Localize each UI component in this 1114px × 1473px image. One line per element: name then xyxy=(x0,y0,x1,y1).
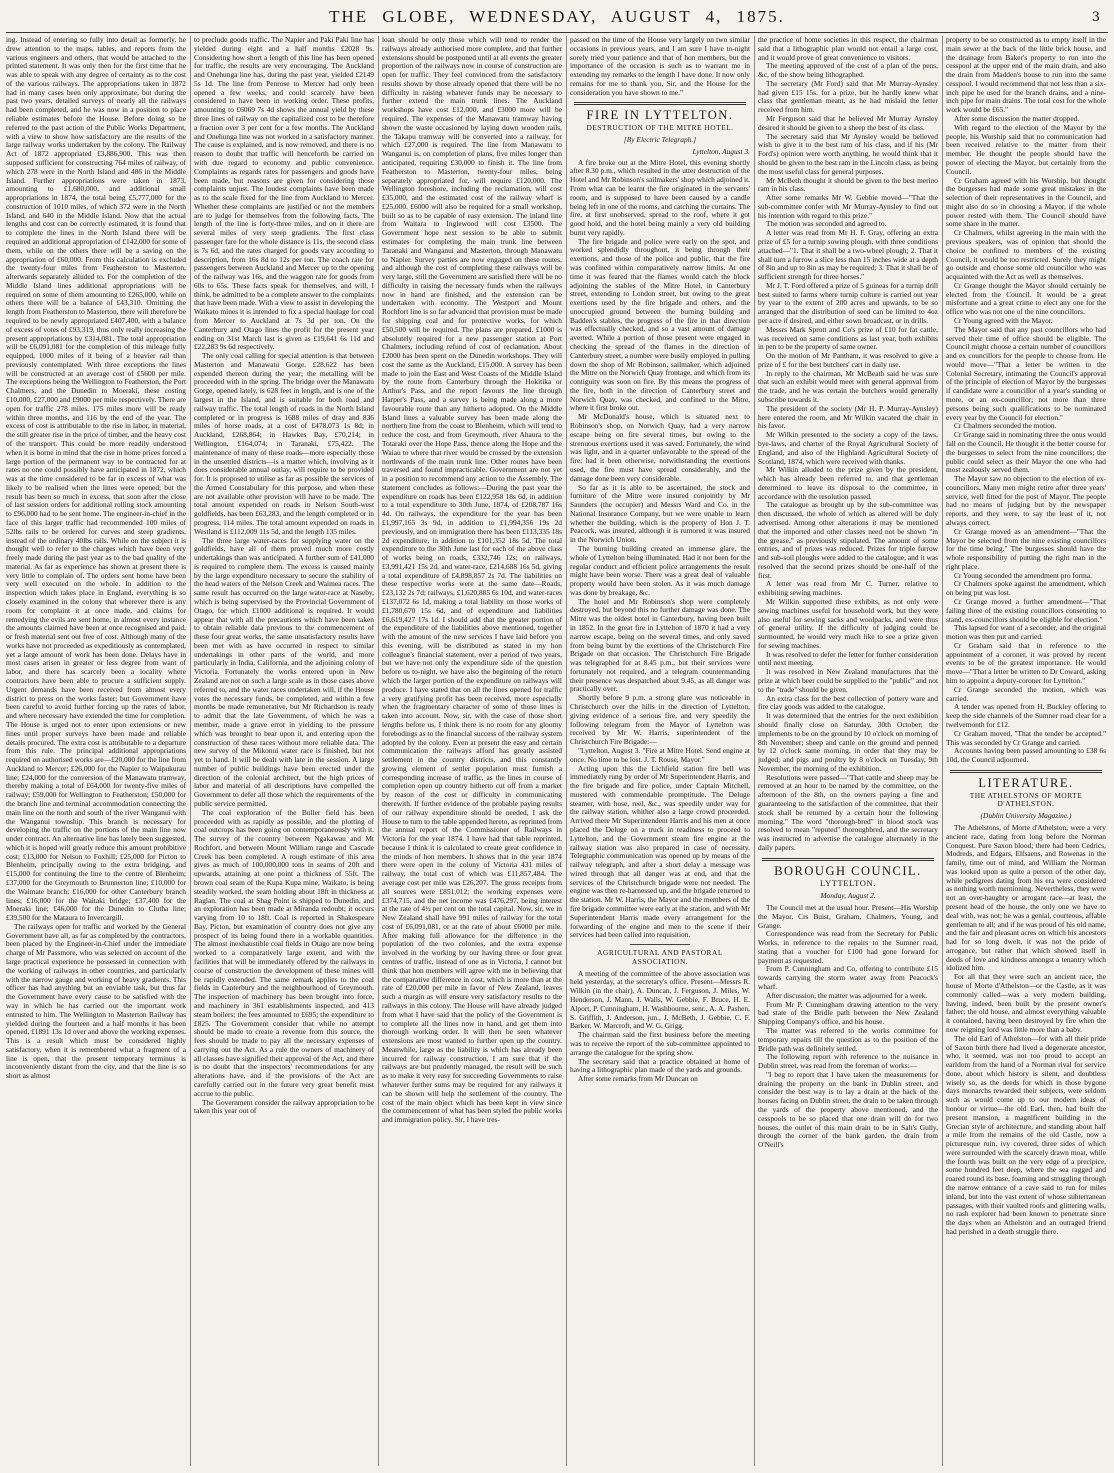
article-paragraph: The chairman said the first business before the meeting was to receive the report of the sub-committee appointed to arrange the catalogue for the spring show. xyxy=(570,1030,750,1057)
newspaper-columns xyxy=(6,36,1108,1468)
article-paragraph: Mr Wilkin supported these exhibits, as not only were sewing machines useful for household work, but they were also useful for sewing sacks and woolpacks, and were thus of general utility. If the difficulty of judging could be surmounted, he would very much like to see a prize given for sewing machines. xyxy=(758,597,938,650)
article-paragraph: The catalogue as brought up by the sub-committee was then discussed, the whole of which as altered will be duly advertised. Among other alterations it may be mentioned that the imported and other classes need not be shown "in the grease," as previously stipulated. The amount of some entries, and of prizes was reduced. Prizes for triple furrow and sub-soil ploughs were added to the catalogue, and it was resolved that the second prizes should be one-half of the first. xyxy=(758,500,938,580)
fire-subheadline: DESTRUCTION OF THE MITRE HOTEL. xyxy=(586,123,734,133)
article-paragraph: Cr Chalmers spoke against the amendment, which on being put was lost. xyxy=(946,579,1106,598)
article-paragraph: The Athelstons, of Morte d'Athelston, were a very ancient race, dating from long before the Norman Conquest. Pure Saxon blood; there had been Cedrics, Modreds, and Edgars, Elfsaens, and Rowenas in the family, time out of mind, and William the Norman was looked upon as quite a person of the other day, while pedigrees dating from his era were considered as nothing worth mentioning. Nevertheless, they were not an over-haughty or arrogant race—at least, the present head of the house, the only one we have to deal with, was not; he was a genial, courteous, affable gentleman to all; and if he was proud of his old name, and the fair and pleasant acres on which his ancestors had for so long dwelt, it was not the pride of arrogance, but rather that which showed itself in deeds of love and kindness amongst a tenantry which idolized him. xyxy=(946,822,1106,973)
article-paragraph: Cr Grange moved a further amendment—"That failing three of the existing councillors consenting to stand, ex-councillors should be eligible for election." xyxy=(946,597,1106,624)
section-divider xyxy=(762,858,934,861)
article-paragraph: With regard to the election of the Mayor by the people, his Worship said that no communication had been received relative to the matter from their member. He thought the people should have the power of electing the Mayor, but certainly from the Council. xyxy=(946,122,1106,176)
article-paragraph: Mr McDonald's house, which is situated next to Robinson's shop, on Norwich Quay, had a very narrow escape being on fire several times, but owing to the strenuous exertions used it was saved. Fortunately, the wind was light, and in a quarter unfavorable to the spread of the fire; had it been otherwise, notwithstanding the exertions used, the fire must have spread considerably, and the damage done been very considerable. xyxy=(570,412,750,483)
article-paragraph: "I beg to report that I have taken the measurements for draining the property on the bank in Dublin street, and consider the best way is to lay a drain at the back of the houses facing on Dublin street, the drain to be taken through the yards of the property above mentioned, and the cesspools to be so placed that one drain will do for two houses, the outlet of this main drain to be in Salt's Gully, through the corner of the bank garden, the drain from O'Neill's xyxy=(758,1069,938,1150)
article-paragraph: Accounts having been passed amounting to £38 6s 10d, the Council adjourned. xyxy=(946,746,1106,765)
article-paragraph: The meeting approved of the cost of a plan of the pens, &c, of the show being lithographed. xyxy=(758,61,938,80)
article-paragraph: So far as it is able to be ascertained, the stock and furniture of the Mitre were insured conjointly by Mr Saunders (the occupier) and Messrs Ward and Co. in the National Insurance Company, but we were unable to learn whether the building, which is the property of Hon J. T. Peacock, was insured, although it is rumored it was insured in the Norwich Union. xyxy=(570,482,750,545)
article-paragraph: The Mayor said that any past councillors who had served their time of office should be eligible. The Council might choose a certain number of councillors and ex councillors for the people to choose from. He would move—"That a letter be written to the Colonial Secretary, intimating the Council's approval of the principle of election of Mayor by the burgesses if candidate were a councillor of a year's standing or more, or an ex-councillor; not more than three persons being such qualifications to be nominated every year by the Council for election." xyxy=(946,324,1106,422)
article-paragraph: On the motion of Mr Pantham, it was resolved to give a prize of £ for the best butchers' cart in daily use. xyxy=(758,351,938,369)
article-paragraph: The matter was referred to the works committee for temporary repairs till the question as to the position of the Bridle path was definitely settled. xyxy=(758,1025,938,1053)
article-paragraph: After some remarks from Mr Duncan on xyxy=(578,1074,698,1084)
article-paragraph: The only coal calling for special attention is that between Masterton and Manawatu Gorge. £28,622 has been expended thereon during the year; the metalling will be proceeded with in the spring. The bridge over the Manawatu Gorge, opened lately, is 628 feet in length, and is one of the largest in the Island, and is suitable for both road and railway traffic. The total length of roads in the North Island completed or in progress is 1688 miles of dray and 836 miles of horse roads, at a cost of £478,073 1s 8d; in Auckland, £268,864; in Hawkes Bay, £70,214; in Wellington, £164,074; in Taranaki, £75,422. The maintenance of many of these roads—more especially those in the unsettled districts—is a matter which, involving as it does considerable annual outlay, will require to be provided for. It is proposed to utilise as far as possible the services of the Armed Constabulary for this purpose, and when these are not available other provision will have to be made. The total amount expended on roads in Nelson South-west goldfields, has been £63,283, and the length completed or in progress, 114 miles. The total amount expended on roads in Westland is £112,009 11s 5d, and the length 135 miles. xyxy=(194,351,374,536)
article-paragraph: The Government consider the railway appropriation to be taken this year out of xyxy=(194,1097,374,1116)
article-paragraph: passed on the time of the House very largely on two similar occasions in previous years, and I am sure I have to-night sorely tried your patience and that of hon members, but the importance of the occasion is such as to warrant me in extending my remarks to the length I have done. It now only remains for me to thank you, Sir, and the House for the consideration you have shown to me." xyxy=(570,36,750,97)
fire-dateline: Lyttelton, August 3. xyxy=(692,146,750,156)
column-divider xyxy=(378,36,379,1466)
column-2 xyxy=(194,36,374,1466)
article-paragraph: For all that they were such an ancient race, the house of Morte d'Athelston—or the Castle, as it was commonly called—was a very modern building, having, indeed, been built by the present owner's father; the old house, and almost everything valuable it contained, having been destroyed by fire when the now reigning lord was little more than a baby. xyxy=(946,972,1106,1034)
story-source: (Dublin University Magazine.) xyxy=(980,811,1072,821)
article-paragraph: The secretary (Mr Ford) said that Mr Murray-Aynsley had given £15 15s. for a prize, but he hardly knew what class that gentleman meant, as he had mislaid the letter received from him. xyxy=(758,78,938,115)
article-paragraph: Mr Wilkin presented to the society a copy of the laws, bye-laws, and charter of the Royal Agricultural Society of England, and also of the Highland Agricultural Society of Scotland, 1874, which were received with thanks. xyxy=(758,430,938,466)
article-paragraph: After some remarks Mr W. Gebbie moved—"That the sub-committee confer with Mr Murray-Aynsley to find out his intention with regard to this prize." xyxy=(758,193,938,220)
article-paragraph: Mr McBeth thought it should be given to the best merino ram in his class. xyxy=(758,175,938,194)
telegram-quote: "Lyttelton, August 3. "Fire at Mitre Hotel. Send engine at once. No time to be lost. J. T. Rouse, Mayor." xyxy=(570,745,750,764)
article-paragraph: Mr Wilkin alluded to the prize given by the president, which has already been referred to, and that gentleman determined to leave its disposal to the committee, in accordance with the resolution passed. xyxy=(758,465,938,501)
article-paragraph: Cr Grange said in nominating three the onus would fall on the Council. He thought it the better course for the burgesses to select from the nine councillors; the public could select as their Mayor the one who had most zealously served them. xyxy=(946,430,1106,475)
borough-council-subheadline: LYTTELTON. xyxy=(820,878,876,889)
fire-headline: FIRE IN LYTTELTON. xyxy=(586,108,734,123)
article-paragraph: Cr Grange moved as an amendment—"That the Mayor be selected from the nine existing councillors for the time being." The burgesses should have the whole responsibility of putting the right man in the right place. xyxy=(946,526,1106,571)
article-paragraph: The president of the society (Mr H. P. Murray-Aynsley) here entered the room, and Mr Wilkin vacated the chair in his favor. xyxy=(758,403,938,431)
article-paragraph: From Mr P. Cunningham drawing attention to the very bad state of the Bridle path between the New Zealand Shipping Company's office, and his house. xyxy=(758,999,938,1027)
column-3 xyxy=(382,36,562,1466)
article-paragraph: A letter was read from Mr H. F. Gray, offering an extra prize of £5 for a turnip sowing plough, with three conditions attached—"1. That it shall be a two-wheel plough; 2. That it shall turn a furrow a slice less than 15 inches wide at a depth of 8in and up to 8in as may be required; 3. That it shall be of sufficient strength for three horses." xyxy=(758,228,938,282)
article-paragraph: Cr Grange thought the Mayor should certainly be elected from the Council. It would be a great misfortune and a great crime to elect any one for the office who was not one of the nine councillors. xyxy=(946,280,1106,317)
article-paragraph: Correspondence was read from the Secretary for Public Works, in reference to the repairs to the Sumner road, stating that a voucher for £100 had gone forward for payment as requested. xyxy=(758,929,938,965)
article-paragraph: The following report with reference to the nuisance in Dublin street, was read from the foreman of works:— xyxy=(758,1052,938,1071)
article-paragraph: The three large water-races for supplying water on the goldfields, have all of them proved much more costly undertakings than was anticipated. A further sum of £41,000 is required to complete them. The excess is caused mainly by the large expenditure necessary to secure the stability of the head waters of the Nelson Creek and Waimea races. The same result has occurred on the large water-race at Naseby, which is being supervised by the Provincial Government of Otago, for which £1000 additional is required. It would appear that with all the precautions which have been taken to obtain reliable data previous to the commencement of these four great works, the same unsatisfactory results have been met with as have occurred in respect to similar undertakings in other parts of the world, and more particularly in India, California, and the adjoining colony of Victoria. Fortunately the works entered upon in New Zealand are not on such a large scale as in those cases above referred to, and the water races undertaken will, if the House votes the necessary funds, be completed, and within a few months be made remunerative, but Mr Richardson is ready to admit that the late Government, of which he was a member, made a grave error in yielding to the pressure which was brought to bear upon it, and entering upon the construction of these races without more reliable data. The new survey of the Mikonui water race is finished, but not yet to hand. It will be dealt with late in the session. A large number of public buildings have been erected under the direction of the colonial architect, but the high prices of labor and material of all descriptions have compelled the Government to defer all those which the requirements of the public service permitted. xyxy=(194,535,374,808)
article-paragraph: The old Earl of Athelston—for with all their pride of Saxon birth there had lived a degenerate ancestor, who, it seemed, was not too proud to accept an earldom from the hand of a Norman rival for service done, about which history is silent, and doubtless wisely so, as the deeds for which in those bygone days monarchs rewarded their subjects, were seldom such as would come up to our modern ideas of honour or virtue—the old Earl, then, had built the present mansion, a magnificent building in the Grecian style of architecture, and standing about half a mile from the remains of the old Castle, now a picturesque ruin, ivy covered, three sides of which were surrounded with the scarcely drawn moat, while the fourth was built on the very edge of a precipice, some hundred feet deep, where the sea ragged and roared round its base, foaming and struggling through the narrow entrance of a cave said to run for miles inland, but into the vast extent of whose subterranean passages, with their vaulted roofs and glittering walls, no rash explorer had been known to penetrate since the days when an Athelston and an outraged friend had perished in a death struggle there. xyxy=(946,1033,1106,1236)
article-paragraph: Acting upon this the Lichfield station fire bell was immediately rung by order of Mr Superintendent Harris, and the fire brigade and fire police, under Captain Mitchell, mustered with commendable promptitude. The Deluge steamer, with hose, reel, &c., was speedily under way for the railway station, whither also a large crowd proceeded. Arrived there Mr Superintendent Harris and his men at once placed the Deluge on a truck in readiness to proceed to Lyttelton, and the Government steam fire engine at the railway station was also prepared in case of necessity. Telegraphic communication was opened up by means of the railway telegraph, and after a short delay a message was wired through that all danger was at end, and that the services of the Christchurch brigade were not needed. The engine was then re-harnessed up, and the brigade returned to the station. Mr W. Harris, the Mayor and the members of the fire brigade committee were early at the station, and with Mr Superintendent Harris made every arrangement for the forwarding of the engine and men to the scene if their services had been called into requisition. xyxy=(570,763,750,940)
article-paragraph: It was determined that the entries for the next exhibition should finally close on Saturday, 30th October; the implements to be on the ground by 10 o'clock on morning of 8th November; sheep and cattle on the ground and penned by 12 o'clock same morning, in order that they may be judged; and pigs and poultry by 8 o'clock on Tuesday, 9th November, the morning of the exhibition. xyxy=(758,711,938,773)
article-paragraph: The secretary said that Mr Aynsley would be believed wish to give it to the best ram of his class, and if his (Mr Ford's) opinion were worth anything, he would think that it should be given to the best ram in the Lincoln class, as being the most useful class for general purposes. xyxy=(758,131,938,176)
article-paragraph: property to be so constructed as to empty itself in the main sewer at the back of the little brick house, and the drainage from Baker's property to run into the cesspool at the upper end of the main drain, and also the drain from Madden's house to run into the same cesspool. I would recommend that not less than a six-inch pipe be used for the branch drains, and a nine-inch pipe for main drains. The total cost for the whole work would be £65." xyxy=(946,36,1106,115)
article-paragraph: Resolutions were passed—"That cattle and sheep may be removed at an hour to be named by the committee, on the afternoon of the 8th, on the owners paying a fine and guaranteeing to the satisfaction of the committee, that their stock shall be returned by a certain hour the following morning." The word "thorough-bred" in blood stock was resolved to mean "reputed" thoroughbred, and the secretary was instructed to advertise the catalogue alternately in the daily papers. xyxy=(758,772,938,852)
article-paragraph: A tender was opened from H. Buckley offering to keep the side channels of the Sumner road clear for a twelvemonth for £12. xyxy=(946,702,1106,729)
newspaper-title: THE GLOBE, WEDNESDAY, AUGUST 4, 1875. xyxy=(329,7,785,26)
article-paragraph: It was resolved to defer the letter for further consideration until next meeting. xyxy=(758,649,938,668)
article-paragraph: The fire brigade and police were early on the spot, and worked splendidly throughout, it being through their exertions, and those of the police and public, that the fire was confined within comparatively narrow limits. At one time it was feared that the flames would catch the block adjoining the stables of the Mitre Hotel, in Canterbury street, extending to London street, but owing to the great exertions used by the fire brigade and others, and the unoccupied ground between the burning building and Badden's stables, the progress of the fire in that direction was effectually checked, and so a vast amount of damage averted. While a portion of those present were engaged in checking the spread of the flames in the direction of Canterbury street, a number were busily employed in pulling down the shop of Mr Robinson, sailmaker, which adjoined the Mitre on the Norwich Quay frontage, and which from its contiguity was soon on fire. By this means the progress of the fire, both in the direction of Canterbury street and Norwich Quay, was checked, and confined to the Mitre, where it first broke out. xyxy=(570,236,750,413)
telegraph-byline: [By Electric Telegraph.] xyxy=(623,135,697,145)
article-paragraph: The motion was seconded and agreed to. xyxy=(766,219,887,229)
article-paragraph: Shortly before 9 p.m. a strong glare was noticeable in Christchurch over the hills in the direction of Lyttelton, giving evidence of a serious fire, and very speedily the following telegram from the Mayor of Lyttelton was received by Mr W. Harris, superintendent of the Christchurch Fire Brigade:— xyxy=(570,693,750,747)
article-paragraph: In reply to the chairman, Mr McBeath said he was sure that such an exhibit would meet with general approval from the trade, and he was certain the butchers would generally subscribe towards it. xyxy=(758,368,938,405)
article-paragraph: After some discussion the matter dropped. xyxy=(954,114,1080,124)
article-paragraph: From P. Cunningham and Co, offering to contribute £15 towards carrying the storm water away from Peacock's wharf. xyxy=(758,964,938,992)
article-paragraph: Messrs Mark Sprott and Co's prize of £10 for fat cattle, was received on same conditions as last year, both exhibits in pen to be the property of same owner. xyxy=(758,324,938,352)
article-paragraph: to preclude goods traffic. The Napier and Paki Paki line has yielded during eight and a half months £2028 9s. Considering how short a length of this line has been opened for traffic, the results are very encouraging. The Auckland and Onehunga line has, during the past year, yielded £2149 5s 1d. The line from Penrose to Mercer had only been opened a few weeks, and could scarcely have been considered to have been in working order. These profits, amounting to £6069 7s 4d shows the annual yield by these three lines of railway on the capitalized cost to be therefore a fraction over 3 per cent for a few months. The Auckland and Onehunga line was not worked in a satisfactory manner. The cause is explained, and is now removed, and there is no reason to doubt that traffic will henceforth be carried on with due regard to economy and public convenience. Complaints as regards rates for passengers and goods have been made, but reasons are given for considering those complaints unjust. The loudest complaints have been made as to the scale fixed for the line from Auckland to Mercer. Whether these complaints are justified or not the members are to judge for themselves from the following facts. The length of the line is forty-three miles, and on it there are several miles of very steep gradients. The first class passenger fare for the whole distance is 11s, the second class is 7s 6d, and the rates charged for goods vary according to description, from 16s 8d to 12s per ton. The coach rate for passengers between Auckland and Mercer up to the opening of the railway was 16s, and the waggon rate for goods from 60s to 65s. These facts speak for themselves, and will, I think, be admitted to be a complete answer to the complaints that have been made. With a view to assist in developing the Waikato mines it is intended to fix a special haulage for coal from Mercer to Auckland at 7s 3d per ton. On the Canterbury and Otago lines the profit for the present year ending on 31st March last is given as £19,641 6s 11d and £22,283 9s 6d respectively. xyxy=(194,36,374,352)
article-paragraph: the practice of home societies in this respect, the chairman said that a lithographic plan would not entail a large cost, and it would prove of great convenience to visitors. xyxy=(758,36,938,62)
article-paragraph: Cr Graham agreed with his Worship, but thought the burgesses had made some great mistakes in the selection of their representatives in the Council, and might also do so in choosing a Mayor, if the whole power rested with them. The Council should have some share in the matter. xyxy=(946,175,1106,229)
column-divider xyxy=(942,36,943,1466)
article-paragraph: The hotel and Mr Robinson's shop were completely destroyed, but beyond this no further damage was done. The Mitre was the oldest hotel in Canterbury, having been built in 1852. In the great fire in Lyttelton of 1870 it had a very narrow escape, being on the several times, and only saved from being burnt by the exertions of the Christchurch Fire Brigade on that occasion. The Christchurch Fire Brigade was telegraphed for at 8.45 p.m., but their services were fortunately not required, and a telegram countermanding their presence was despatched about 9.45, as all danger was practically over. xyxy=(570,596,750,694)
article-paragraph: This lapsed for want of a seconder, and the original motion was then put and carried. xyxy=(946,623,1106,642)
article-paragraph: Cr Graham moved, "That the tender be accepted." This was seconded by Cr Grange and carried. xyxy=(946,728,1106,747)
article-paragraph: A meeting of the committee of the above association was held yesterday, at the secretary's office. Present—Messrs R. Wilkin (in the chair), A. Duncan, J. Ferguson, J. Miles, W. Henderson, J. Mann, J. Walls, W. Gebbie, F. Bruce, H. E. Alport, P. Cunningham, H. Washbourne, senr., A. A. Pashen, S. Griffith, J. Anderson, jun., J. McBeth, J. Gebbie, C. F. Barker, W. Marcroft, and W. G. Grigg. xyxy=(570,968,750,1031)
article-paragraph: Cr Graham said that in reference to the appointment of a coroner, it was proved by recent events to be of the greatest importance. He would move—"That a letter be written to Dr Coward, asking him to appoint a deputy-coroner for Lyttelton." xyxy=(946,640,1106,686)
section-divider xyxy=(574,102,746,105)
article-paragraph: A fire broke out at the Mitre Hotel, this evening shortly after 8.30 p.m., which resulted in the utter destruction of the Hotel and Mr Robinson's sailmakers' shop which adjoined it. From what can be learnt the fire originated in the servants' room, and is supposed to have been caused by a candle being left in one of the rooms, and catching the curtains. The fire, at first unobserved, spread to the roof, where it got good hold, and the hotel being mainly a very old building burnt very rapidly. xyxy=(570,157,750,237)
article-paragraph: The railways open for traffic and worked by the General Government have all, as far as completed by the contractors, been placed by the Engineer-in-Chief under the immediate charge of Mr Passmore, who was selected on account of the large practical experience he possessed in connection with the working of railways in other countries, and particularly with the narrow gauge and working of heavy gradients. This officer has had anything but an enviable task, but thus far the Government have every cause to be satisfied with the way in which he has carried out the important work entrusted to him. The Wellington to Masterton Railway has yielded during the fourteen and a half months it has been opened, £1891 13s 1d over and above the working expenses. This is a result which must be considered highly satisfactory, when it is remembered what a fragment of a line is open, that the present temporary terminus is inconveniently distant from the city, and that the line is so short as almost xyxy=(6,921,186,1081)
article-paragraph: The secretary said that a practice obtained at home of having a lithographic plan made of the yards and grounds. xyxy=(570,1056,750,1075)
article-paragraph: The coal exploration of the Buller field has been proceeded with as rapidly as possible, and the plotting of coal outcrops has been going on contemporaneously with it. The survey of the country between Ngakawau and Mt Rochfort, and between Mount William range and Cascade Creek has been completed. A rough estimate of this area gives as much of 100,000,000 tons in seams of 20ft and upwards, attaining at one point a thickness of 55ft. The brown coal seam of the Kupa Kupa mine, Waikato, is being steadily worked, the seam holding about 18ft in thickness at Raglan. The coal at Shag Point is shipped to Dunedin, and an exploration has been made at Miranda redoubt; it occurs varying from 10 to 18ft. Coal is reported in Shakespeare Bay, Picton, but examination of country does not give any prospect of its being found there in a workable quantities. The almost inexhaustible coal fields in Otago are now being worked to a comparatively large extent, and with the facilities that will be immediately offered by the railways in course of construction the development of these mines will be rapidly extended. The same remark applies to the coal fields in Canterbury and the neighbourhood of Greymouth. The inspection of machinery has been brought into force, and machinery in 361 establishments inspected, and 413 steam boilers; the fees amounted to £695; the expenditure to £825. The Government consider that while no attempt should be made to create a revenue from this source, the fees should be made to pay all the necessary expenses of carrying out the Act. As a rule the owners of machinery of all classes have signified their approval of the Act, and there is no doubt that the inspectors' recommendations for any alterations have, and if the provisions of the Act are carefully carried out in the future very great benefit must accrue to the public. xyxy=(194,807,374,1098)
article-paragraph: Cr Young agreed with the Mayor. xyxy=(954,316,1053,325)
column-divider xyxy=(754,36,755,1466)
section-divider xyxy=(950,770,1102,773)
article-paragraph: Cr Chalmers seconded the motion. xyxy=(954,421,1057,431)
column-4 xyxy=(570,36,750,1466)
article-paragraph: The Council met at the usual hour. Present—His Worship the Mayor, Crs Buist, Graham, Chalmers, Young, and Grange. xyxy=(758,903,938,930)
column-1 xyxy=(6,36,186,1466)
article-paragraph: An extra class for the best collection of pottery ware and fire clay goods was added to the catalogue. xyxy=(758,693,938,712)
masthead xyxy=(0,0,1114,34)
article-paragraph: It was resolved in New Zealand manufactures that the prize at which beer could be supplied to the "public" and not to the "trade" should be given. xyxy=(758,667,938,694)
column-divider xyxy=(190,36,191,1466)
article-paragraph: The Mayor saw no objection to the election of ex-councillors. Many men might retire after three years' service, well fitted for the post of Mayor. The people had no means of judging but by the newspaper reports, and they were, to say the least of it, not always correct. xyxy=(946,474,1106,527)
borough-dateline: Monday, August 2. xyxy=(820,891,876,901)
article-paragraph: After discussion, the matter was adjourned for a week. xyxy=(766,990,928,1000)
literature-headline: LITERATURE. xyxy=(978,775,1074,790)
agri-headline: AGRICULTURAL AND PASTORAL ASSOCIATION. xyxy=(597,948,723,966)
column-5 xyxy=(758,36,938,1466)
page-number: 3 xyxy=(1091,10,1100,25)
borough-council-headline: BOROUGH COUNCIL. xyxy=(774,863,922,878)
masthead-rule xyxy=(6,32,1108,33)
section-divider xyxy=(630,944,690,945)
article-paragraph: Mr Ferguson said that he believed Mr Murray Aynsley desired it should be given to a sheep the best of its class. xyxy=(758,114,938,132)
article-paragraph: A letter was read from Mr C. Turner, relative to exhibiting sewing machines. xyxy=(758,579,938,598)
article-paragraph: Cr Chalmers, whilst agreeing in the main with the previous speakers, was of opinion that should the choice be confined to members of the existing Council, it would be too restricted. Surely they might go outside and choose some old councillor who was acquainted with the Act as well as themselves. xyxy=(946,228,1106,282)
article-paragraph: Cr Grange seconded the motion, which was carried. xyxy=(946,684,1106,703)
article-paragraph: The burning building created an immense glare, the whole of Lyttelton being illuminated. Had it not been for the regular conduct and efficient police arrangements the result might have been worse. There was a great deal of valuable property would have been stolen. As it was much damage was done by breakage, &c. xyxy=(570,543,750,597)
article-paragraph: loan should be only those which will tend to render the railways already authorised more complete, and that further extensions should be postponed until at all events the greater proportion of the railways now in course of construction are open for traffic. They feel convinced from the satisfactory results shown by those already opened that there will be no difficulty in raising whatever funds may be necessary to further extend the main trunk lines. The Auckland workshops have cost £12,000, and £3000 more will be required. The expenses of the Manawatu tramway having shown the waste occasioned by laying down wooden rails, the Takapu tramway will be converted into a railway, for which £27,000 is required. The line from Manawatu to Wanganui is, on completion of plans, five miles longer than anticipated, requiring £30,000 to finish it. The line from Featherston to Masterton, twenty-four miles, being separately appropriated for, will require £120,000. The Wellington foreshore, including the reclamation, will cost £35,000, and the estimated cost of the railway wharf is £25,000. £6000 will also be required for a small workshop, built so as to be capable of easy extension. The inland line from Waitara to Inglewood will cost £3500. The Government hope next session to be able to submit estimates for completing the main trunk line between Taranaki and Wanganui and Masterton, through Manawatu to Napier. Survey parties are now engaged on these routes, and although the cost of completing these railways will be very large, still the Government are satisfied there will be no difficulty in raising the necessary funds when the railways now in hand are finished, and the extension can be undertaken with economy. The Westport and Mount Rochfort line is so far advanced that provision must be made for shipping coal and for protective works, for which £50,500 will be required. The plans are prepared. £1000 is absolutely required for a new passenger station at Port Chalmers, including refund of cost of reclamation. About £2000 has been spent on the Dunedin workshops. They will cost the same as the Auckland, £15,000. A survey has been made to join the East and West Coasts of the Middle Island by the route from Canterbury through the Hokitika or Arthur's Pass, and the report favours the line through Harper's Pass, and a survey is being made along a more favourable route than any hitherto adopted. On the Middle Island lines a valuable survey has been made along the northern line from the coast to Blenheim, which will tend to reduce the cost, and from Greymouth, river Ahaura to the Totaraki over the Hope Pass, thence along the Hope and the Waiau to where that river would be crossed by the extension northwards of the main trunk line. Other routes have been traversed and found impracticable. Government are not yet in a position to recommend any action to the Assembly. The statement concludes as follows:—During the past year the expenditure on roads has been £122,958 18s 6d, in addition to a total expenditure to 30th June, 1874, of £208,787 16s 4d. On railways, the expenditure for the year has been £1,997,165 3s 9d, in addition to £1,994,356 19s 2d previously, and on immigration there has been £113,335 18s 2d expenditure, in addition to £101,352 18s 5d. The total expenditure to the 30th June last for each of the above class of works being on roads, £332,746 12s; on railways, £3,991,421 15s 2d, and water-race, £214,688 16s 5d, giving a total expenditure of £4,898,857 2s 7d. The liabilities on these respective works were at the same date—Roads, £23,132 2s 7d; railways, £1,620,885 6s 10d, and water-races £137,072 6s 1d, making a total liability on those works of £1,780,670 15s 6d, and of expenditure and liabilities £6,619,427 17s 1d. I should add that the greater portion of the expenditure of the liabilities above mentioned, together with the amount of the new services I have laid before you this evening, will be distributed as stated in my hon colleague's financial statement, over a period of two years, but we have not only the expenditure side of the question before us to-night, we have also the beginning of the return which the larger portion of the expenditure on railways will produce. I have stated that on all the lines opened for traffic a very gratifying profit has been received, more especially when the fragmentary character of some of those lines is taken into account. Now, sir, with the case of those short lengths before us, I think there is no room for any gloomy forebodings as to the financial success of the railway system adopted by the colony. Even at present the easy and certain communication the railways afford has greatly assisted settlement in the country districts, and this constantly growing element of settler population must furnish a corresponding increase of traffic, as the lines in course of completion open up country hitherto cut off from a market by reason of the cost or difficulty in communicating therewith. If further evidence of the probable paying results of our railway expenditure should be needed, I ask the House to turn to the table appended hereto, as reprinted from the annual report of the Commissioner of Railways in Victoria for the year 1874. I have had that table reprinted, because I think it is calculated to create great confidence in the minds of hon members. It shows that in the year 1874 there were open in the colony of Victoria 431 miles of railway, the total cost of which was £11,857,484. The average cost per mile was £26,207. The gross receipts from all sources were £851,012; the working expenses were £374,715, and the net income was £476,297, being interest at the rate of 4½ per cent on the total capital. Now, sir, we in New Zealand shall have 991 miles of railway for the total cost of £6,091,081, or at the rate of about £6000 per mile. After making full allowance for the difference in the population of the two colonies, and the extra expense involved in the working by our having three or four great centres of traffic, instead of one as in Victoria, I cannot but think that hon members will agree with me in believing that the comparative difference in cost, which is more than at the rate of £20,000 per mile in favor of New Zealand, leaves such a margin as will ensure very satisfactory results to the railways in this colony. The House will have already judged from what I have said that the policy of the Government is to complete all the lines now in hand, and get them into thorough working order. It will then be seen whatever extensions are most wanted to further open up the country. Meanwhile, large as the liability is which has already been incurred for railway construction, I am sure that if the railways are but prudently managed, the result will be such as to make it very easy for succeeding Governments to raise whatever further sums may be required for any railways it can be shown will help the settlement of the country. The cost of the main object which has been kept in view since the commencement of what has been styled the public works and immigration policy. Sir, I have tres- xyxy=(382,36,562,1125)
story-title: THE ATHELSTONS OF MORTE D'ATHELSTON. xyxy=(969,790,1083,809)
column-6 xyxy=(946,36,1106,1466)
article-paragraph: Mr J. T. Ford offered a prize of 5 guineas for a turnip drill best suited to farms where turnip culture is carried out year by year to the extent of 200 acres and upwards, to be so arranged that the distribution of seed can be limited to 4oz per acre if desired, and either sown broadcast, or in drills. xyxy=(758,280,938,325)
column-divider xyxy=(566,36,567,1466)
article-paragraph: Cr Young seconded the amendment pro forma. xyxy=(954,570,1092,580)
article-paragraph: ing. Instead of entering so fully into detail as formerly, he drew attention to the maps, tables, and reports from the various engineers and others, that would be attached to the printed statement. It was only then for the first time that he was able to speak with any degree of certainty as to the cost of the various railways. The appropriations taken in 1872 had in many cases been only approximate, but during the past two years, detailed surveys of nearly all the railways had been completed, and he was now in a position to place reliable estimates before the House. Before doing so he referred to the past action of the Public Works Department, with a view to show how satisfactory are the results of the large railway works undertaken by the colony. The Railway Act of 1872 appropriated £3,886,900. This was then supposed sufficient for constructing 764 miles of railway, of which 278 were in the North Island and 486 in the Middle Island. Further appropriations were taken in 1873, amounting to £1,680,000, and additional small appropriations in 1874, the total being £5,777,000 for the construction of 1010 miles, of which 372 were in the North Island, and 640 in the Middle Island. Now that the actual lengths and cost can be correctly estimated, it is found that to complete the lines in the North Island there will be required an additional appropriation of £142,000 for some of them, while on the others there will be a saving on the appropriation of £60,000. From this calculation is excluded the twenty-four miles from Featherston to Masterton, afterwards separately alluded to. For the completion of the Middle Island lines additional appropriations will be required on some of them amounting to £265,000, while on others there will be a balance of £43,310. Omitting the length from Featherston to Masterton, there will therefore be required to be newly appropriated £407,400, with a balance of excess of votes of £93,319, thus only really increasing the present appropriations by £314,081. The total appropriation will be £6,091,081 for the completion of this mileage fully equipped, 1000 miles of it being of a heavier rail than previously contemplated. With three exceptions the lines will be constructed at an average cost of £5600 per mile. The exceptions being the Wellington to Featherston, the Port Chalmers, and the Dunedin to Moeraki, these costing £10,000, £27,000 and £9000 per mile respectively. There are open for traffic 278 miles. 175 miles more will be ready within three months, and 116 by the end of the year. The excess of cost is attributable to the rise in labor, in material, the still greater rise in the price of timber, and the heavy cost of the transport. This could be more readily understood when it is borne in mind that the rise in home prices forced a large portion of the permanent way to be contracted for at rates no one could possibly have anticipated in 1872, which was at the time considered to be far in excess of what was likely to be realised when the lines were opened; but the result has been so much in excess, that soon after the close of last session orders for additional rolling stock amounting to £96,000 had to be sent home. The engineer-in-chief in the face of this larger traffic had recommended 100 miles of 52lbs rails to be ordered for curves and steep gradients, instead of the ordinary 40lbs rails. While on the subject it is thought well to refer to the charges which have been very freely made during the past year as to the bad quality of the material. As far as experience has shown at present there is very little to complain of. The orders sent home have been very well executed on the whole. In addition to the inspection which takes place in England, everything is so closely examined in the colony that wherever there is any room for complaint it at once made, and claims for remedying the evils are sent home, in almost every instance the amounts claimed have been at once recognised and paid, or fresh material sent out free of cost. Although many of the works have not proceeded as expeditiously as contemplated, yet a large amount of work has been done. Delays have in most cases arisen in greater or less degree from want of labor, and there has scarcely been a locality where contractors have been able to procure a sufficient supply. Urgent demands have been received from almost every district to press on the works faster; but Government have been careful to avoid further forcing up the rates of labor, and where necessary have extended the time for completion. The House is urged not to enter upon extensions or new lines until proper surveys have been made and reliable details procured. The extra cost is attributable to a departure from this rule. The principal additional appropriations required on authorised works are—£20,000 for the line from Auckland to Mercer; £26,000 for the Napier to Waipukurau line; £24,000 for the conversion of the Manawatu tramway, thereby making a total of £64,000 for twenty-five miles of railway; £59,000 for Wellington to Featherston; £50,000 for the branch line and terminal accommodation connecting the main line on the north and south of the river Wanganui with the Wanganui township. This branch is necessary for developing the traffic on the portions of the main line now under contract. An alternative line has lately been suggested, which it is hoped will greatly reduce this amount prohibitive cost; £13,000 for Nelson to Foxhill; £25,000 for Picton to Blenheim, principally owing to the extra bridging, and £15,000 for continuing the line to the centre of Blenheim; £37,000 for the Greymouth to Brunnerton line; £10,000 for the Waimate branch; £16,000 for other Canterbury branch lines; £16,000 for the Waitaki bridge; £37,400 for the Moeraki line; £46,000 for the Dunedin to Clutha line; £39,500 for the Mataura to Invercargill. xyxy=(6,36,186,923)
